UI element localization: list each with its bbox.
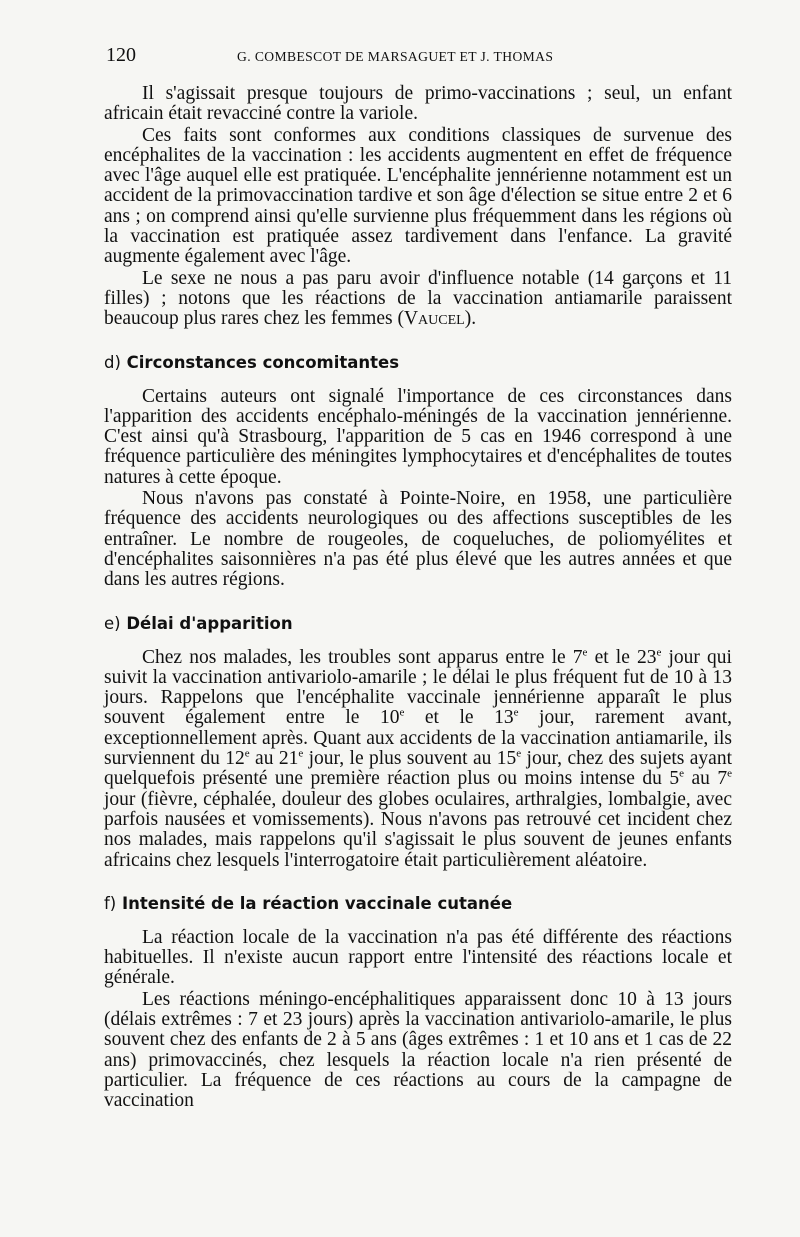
running-head: G. COMBESCOT DE MARSAGUET ET J. THOMAS — [237, 49, 554, 64]
paragraph-delay-text: et le 23 — [587, 646, 657, 668]
paragraph-delay-text: Chez nos malades, les troubles sont apparus entre le 7 — [142, 646, 583, 668]
section-heading-d — [104, 353, 732, 373]
paragraph-delay-text: et le 13 — [404, 707, 514, 729]
paragraph-classic-conditions: Ces faits sont conformes aux conditions classiques de survenue des encéphalites de la vaccination : les accidents augmentent en effet de fréquence avec l'âge auquel elle est pratiquée. L'encéphalite jennérienne notamment est un accident de la primovaccination tardive et son âge d'élection se situe entre 2 et 6 ans ; on comprend ainsi qu'elle survienne plus fréquemment dans les régions où la vaccination est pratiquée assez tardivement dans l'enfance. La gravité augmente également avec l'âge. — [104, 124, 732, 268]
ordinal-superscript: e — [399, 706, 405, 719]
ordinal-superscript: e — [656, 646, 662, 659]
ordinal-superscript: e — [516, 747, 522, 760]
paragraph-delay-text: jour (fièvre, céphalée, douleur des globes oculaires, arthralgies, lombalgie, avec parfois nausées et vomissements). Nous n'avons pas retrouvé cet incident chez nos malades, mais rappelons qu'il s'agissait le plus souvent de jeunes enfants africains chez lesquels l'interrogatoire était particulièrement aléatoire. — [104, 788, 732, 871]
section-letter: e) — [104, 613, 121, 633]
ordinal-superscript: e — [582, 646, 588, 659]
page-header — [106, 42, 731, 72]
paragraph-authors: Certains auteurs ont signalé l'importance de ces circonstances dans l'apparition des accidents encéphalo-méningés de la vaccination jennérienne. C'est ainsi qu'à Strasbourg, l'apparition de 5 cas en 1946 correspond à une fréquence particulière des méningites lymphocytaires et d'encéphalites de toutes natures à cette époque. — [104, 385, 732, 488]
paragraph-sex-end: ). — [464, 308, 477, 330]
paragraph-summary: Les réactions méningo-encéphalitiques apparaissent donc 10 à 13 jours (délais extrêmes : 7 et 23 jours) après la vaccination antivariolo-amarile, le plus souvent chez des enfants de 2 à 5 ans (âges extrêmes : 1 et 10 ans et 1 cas de 22 ans) primovaccinés, chez lesquels la réaction locale n'a rien présenté de particulier. La fréquence de ces réactions au cours de la campagne de vaccination — [104, 988, 732, 1112]
paragraph-local-reaction: La réaction locale de la vaccination n'a pas été différente des réactions habituelles. Il n'existe aucun rapport entre l'intensité des réactions locale et générale. — [104, 926, 732, 989]
paragraph-pointe-noire: Nous n'avons pas constaté à Pointe-Noire, en 1958, une particulière fréquence des accidents neurologiques ou des affections susceptibles de les entraîner. Le nombre de rougeoles, de coqueluches, de poliomyélites et d'encéphalites saisonnières n'a pas été plus élevé que les autres années et que dans les autres régions. — [104, 488, 732, 591]
paragraph-delay — [104, 648, 732, 871]
section-letter: f) — [104, 893, 117, 913]
section-title: Intensité de la réaction vaccinale cutanée — [122, 893, 513, 913]
paragraph-sex-text: Le sexe ne nous a pas paru avoir d'influence notable (14 garçons et 11 filles) ; notons que les réactions de la vaccination antiamarile paraissent beaucoup plus rares chez les femmes ( — [104, 267, 732, 330]
ordinal-superscript: e — [679, 767, 684, 780]
paragraph-delay-text: jour qui suivit la vaccination antivariolo-amarile ; le délai le plus fréquent fut de 10 à 13 jours. Rappelons que l'encéphalite vaccinale jennérienne apparaît le plus souvent également entre le 10 — [104, 646, 732, 729]
ordinal-superscript: e — [727, 767, 732, 780]
section-heading-e — [104, 614, 732, 634]
ordinal-superscript: e — [244, 747, 250, 760]
paragraph-delay-text: au 7 — [684, 768, 728, 790]
paragraph-delay-text: jour, rarement avant, exceptionnellement après. Quant aux accidents de la vaccination antiamarile, ils surviennent du 12 — [104, 707, 732, 770]
paragraph-delay-text: jour, le plus souvent au 15 — [303, 748, 517, 770]
paragraph-primo-vaccinations: Il s'agissait presque toujours de primo-vaccinations ; seul, un enfant africain était revacciné contre la variole. — [104, 83, 732, 125]
body-text — [104, 84, 732, 1111]
paragraph-delay-text: jour, chez des sujets ayant quelquefois présenté une première réaction plus ou moins intense du 5 — [104, 748, 732, 790]
ordinal-superscript: e — [513, 706, 519, 719]
section-title: Délai d'apparition — [126, 613, 293, 633]
ordinal-superscript: e — [298, 747, 304, 760]
author-reference: Vaucel — [403, 308, 465, 330]
paragraph-delay-text: au 21 — [249, 748, 299, 770]
page-number: 120 — [106, 44, 136, 66]
section-heading-f — [104, 894, 732, 914]
paragraph-sex — [104, 269, 732, 330]
section-title: Circonstances concomitantes — [126, 352, 400, 372]
section-letter: d) — [104, 352, 121, 372]
